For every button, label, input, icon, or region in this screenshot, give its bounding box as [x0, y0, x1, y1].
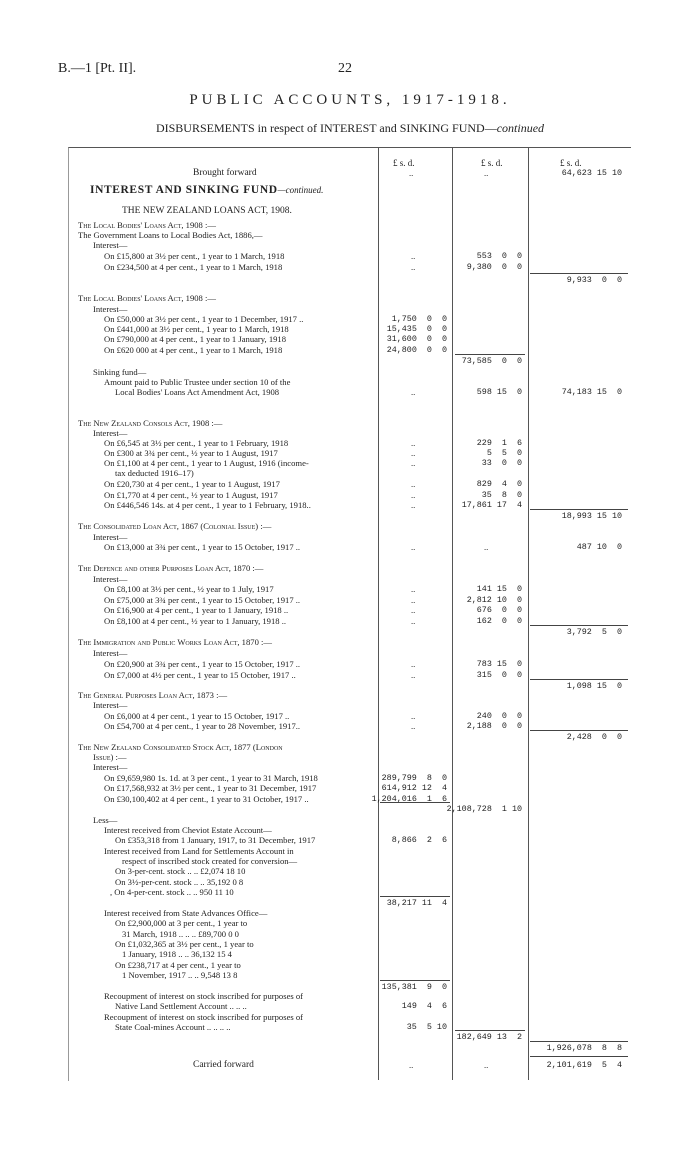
subtotal-rule: [530, 625, 628, 626]
page-subtitle: [0, 121, 700, 136]
carried-forward-label: Carried forward: [193, 1060, 254, 1070]
act-heading: The Consolidated Loan Act, 1867 (Colonial Issue) :—: [78, 521, 272, 531]
line-item-text: Local Bodies' Loans Act Amendment Act, 1908: [115, 387, 280, 397]
subtotal-rule: [455, 1030, 525, 1031]
amount-column-1: 15,435 0 0: [386, 324, 447, 334]
line-item-text: respect of inscribed stock created for conversion—: [122, 856, 298, 866]
line-item-text: Interest received from Cheviot Estate Account—: [104, 825, 272, 835]
act-title: THE NEW ZEALAND LOANS ACT, 1908.: [122, 206, 292, 216]
page-number: 22: [338, 61, 352, 76]
amount-column-2: 17,861 17 4: [461, 500, 522, 510]
line-item-text: On £620 000 at 4 per cent., 1 year to 1 March, 1918: [104, 345, 283, 355]
line-item-text: On £50,000 at 3½ per cent., 1 year to 1 December, 1917 ..: [104, 314, 304, 324]
amount-column-3: 3,792 5 0: [566, 627, 622, 637]
carried-forward-rule: [530, 1056, 628, 1057]
line-item-text: On £2,900,000 at 3 per cent., 1 year to: [115, 918, 248, 928]
amount-column-2: 2,812 10 0: [466, 595, 522, 605]
line-item-text: On £75,000 at 3¾ per cent., 1 year to 15 October, 1917 ..: [104, 595, 301, 605]
act-heading: The General Purposes Loan Act, 1873 :—: [78, 690, 228, 700]
line-item-text: Native Land Settlement Account .. .. ..: [115, 1001, 247, 1011]
line-item-text: , On 4-per-cent. stock .. .. 950 11 10: [110, 887, 234, 897]
amount-column-2: 9,380 0 0: [466, 262, 522, 272]
amount-column-2: 315 0 0: [476, 670, 522, 680]
leader-dots-column-1: ..: [411, 448, 416, 458]
leader-dots-column-1: ..: [411, 438, 416, 448]
line-item-text: On £446,546 14s. at 4 per cent., 1 year to 1 February, 1918..: [104, 500, 311, 510]
brought-forward-dots-2: ..: [484, 168, 489, 178]
act-heading: Issue) :—: [93, 752, 127, 762]
leader-dots-column-2: ..: [484, 542, 489, 552]
line-item-text: On 3½-per-cent. stock .. .. 35,192 0 8: [115, 877, 244, 887]
leader-dots-column-1: ..: [411, 458, 416, 468]
amount-column-3: 18,993 15 10: [561, 511, 622, 521]
leader-dots-column-1: ..: [411, 251, 416, 261]
amount-column-2: 141 15 0: [476, 584, 522, 594]
amount-column-3: 1,926,078 8 8: [546, 1043, 622, 1053]
line-item-text: Interest received from State Advances Office—: [104, 908, 268, 918]
amount-column-1: 38,217 11 4: [386, 898, 447, 908]
leader-dots-column-1: ..: [411, 479, 416, 489]
amount-column-3: 2,428 0 0: [566, 732, 622, 742]
line-item-text: On £7,000 at 4½ per cent., 1 year to 15 October, 1917 ..: [104, 670, 296, 680]
leader-dots-column-1: ..: [411, 542, 416, 552]
amount-column-1: 8,866 2 6: [391, 835, 447, 845]
line-item-text: Amount paid to Public Trustee under section 10 of the: [104, 377, 291, 387]
line-item-text: On £441,000 at 3½ per cent., 1 year to 1 March, 1918: [104, 324, 289, 334]
leader-dots-column-1: ..: [411, 605, 416, 615]
subtotal-rule: [530, 509, 628, 510]
amount-column-3: 487 10 0: [576, 542, 622, 552]
amount-column-2: 229 1 6: [476, 438, 522, 448]
line-item-text: On £238,717 at 4 per cent., 1 year to: [115, 960, 241, 970]
section-title: [90, 185, 323, 195]
line-item-text: On £234,500 at 4 per cent., 1 year to 1 March, 1918: [104, 262, 283, 272]
act-heading: The Local Bodies' Loans Act, 1908 :—: [78, 220, 216, 230]
carried-forward-total: 2,101,619 5 4: [546, 1060, 622, 1070]
line-item-text: On £20,900 at 3¾ per cent., 1 year to 15 October, 1917 ..: [104, 659, 301, 669]
amount-column-1: 135,381 9 0: [381, 982, 447, 992]
amount-column-2: 2,108,728 1 10: [446, 804, 522, 814]
line-item-text: Interest—: [93, 762, 128, 772]
amount-column-2: 553 0 0: [476, 251, 522, 261]
amount-column-2: 33 0 0: [481, 458, 522, 468]
subtotal-rule: [530, 1041, 628, 1042]
amount-column-2: 2,188 0 0: [466, 721, 522, 731]
amount-column-2: 829 4 0: [476, 479, 522, 489]
column-divider-3: [528, 147, 529, 1080]
line-item-text: On £9,659,980 1s. 1d. at 3 per cent., 1 year to 31 March, 1918: [104, 773, 318, 783]
leader-dots-column-1: ..: [411, 500, 416, 510]
leader-dots-column-1: ..: [411, 721, 416, 731]
line-item-text: Interest—: [93, 240, 128, 250]
line-item-text: Interest—: [93, 648, 128, 658]
document-reference: B.—1 [Pt. II].: [58, 61, 137, 76]
line-item-text: On £20,730 at 4 per cent., 1 year to 1 August, 1917: [104, 479, 280, 489]
amount-column-1: 31,600 0 0: [386, 334, 447, 344]
leader-dots-column-1: ..: [411, 616, 416, 626]
carried-forward-dots-2: ..: [484, 1060, 489, 1070]
line-item-text: 1 January, 1918 .. .. 36,132 15 4: [122, 949, 232, 959]
amount-column-1: 1,204,016 1 6: [371, 794, 447, 804]
line-item-text: The Government Loans to Local Bodies Act, 1886,—: [78, 230, 263, 240]
leader-dots-column-1: ..: [411, 659, 416, 669]
subtotal-rule: [530, 730, 628, 731]
subtotal-rule: [455, 354, 525, 355]
line-item-text: On £8,100 at 3½ per cent., ½ year to 1 July, 1917: [104, 584, 274, 594]
amount-column-1: 35 5 10: [406, 1022, 447, 1032]
line-item-text: On £8,100 at 4 per cent., ½ year to 1 January, 1918 ..: [104, 616, 287, 626]
column-header-2: £ s. d.: [481, 158, 503, 168]
subtotal-rule: [380, 896, 450, 897]
line-item-text: 31 March, 1918 .. .. .. £89,700 0 0: [122, 929, 239, 939]
amount-column-2: 5 5 0: [486, 448, 522, 458]
line-item-text: On £353,318 from 1 January, 1917, to 31 December, 1917: [115, 835, 316, 845]
page-title: PUBLIC ACCOUNTS, 1917-1918.: [189, 92, 511, 108]
line-item-text: On £1,770 at 4 per cent., ½ year to 1 August, 1917: [104, 490, 278, 500]
brought-forward-total: 64,623 15 10: [561, 168, 622, 178]
line-item-text: Recoupment of interest on stock inscribed for purposes of: [104, 1012, 304, 1022]
line-item-text: Interest received from Land for Settlements Account in: [104, 846, 294, 856]
amount-column-3: 9,933 0 0: [566, 275, 622, 285]
amount-column-2: 676 0 0: [476, 605, 522, 615]
amount-column-1: 1,750 0 0: [391, 314, 447, 324]
leader-dots-column-1: ..: [411, 262, 416, 272]
column-header-1: £ s. d.: [393, 158, 415, 168]
line-item-text: Recoupment of interest on stock inscribed for purposes of: [104, 991, 304, 1001]
leader-dots-column-1: ..: [411, 584, 416, 594]
line-item-text: On 3-per-cent. stock .. .. £2,074 18 10: [115, 866, 246, 876]
subtitle-continued: continued: [496, 121, 545, 135]
amount-column-1: 24,800 0 0: [386, 345, 447, 355]
line-item-text: On £17,568,932 at 3½ per cent., 1 year to 31 December, 1917: [104, 783, 317, 793]
subtotal-rule: [380, 802, 450, 803]
subtotal-rule: [530, 273, 628, 274]
subtitle-main: DISBURSEMENTS in respect of INTEREST and SINKING FUND—: [155, 121, 497, 135]
amount-column-2: 598 15 0: [476, 387, 522, 397]
line-item-text: On £1,032,365 at 3½ per cent., 1 year to: [115, 939, 254, 949]
line-item-text: Less—: [93, 815, 118, 825]
leader-dots-column-1: ..: [411, 490, 416, 500]
amount-column-3: 1,098 15 0: [566, 681, 622, 691]
act-heading: The New Zealand Consols Act, 1908 :—: [78, 418, 223, 428]
amount-column-2: 240 0 0: [476, 711, 522, 721]
amount-column-2: 182,649 13 2: [456, 1032, 522, 1042]
subtotal-rule: [530, 679, 628, 680]
section-title-continued: —continued.: [277, 185, 324, 195]
line-item-text: Interest—: [93, 428, 128, 438]
brought-forward-dots-1: ..: [409, 168, 414, 178]
amount-column-1: 149 4 6: [401, 1001, 447, 1011]
column-divider-2: [452, 147, 453, 1080]
column-divider-1: [378, 147, 379, 1080]
line-item-text: On £6,545 at 3½ per cent., 1 year to 1 February, 1918: [104, 438, 289, 448]
act-heading: The Immigration and Public Works Loan Act, 1870 :—: [78, 637, 273, 647]
line-item-text: On £30,100,402 at 4 per cent., 1 year to 31 October, 1917 ..: [104, 794, 309, 804]
line-item-text: tax deducted 1916–17): [115, 468, 194, 478]
amount-column-2: 783 15 0: [476, 659, 522, 669]
subtotal-rule: [380, 980, 450, 981]
line-item-text: On £16,900 at 4 per cent., 1 year to 1 January, 1918 ..: [104, 605, 289, 615]
act-heading: The Local Bodies' Loans Act, 1908 :—: [78, 293, 216, 303]
line-item-text: 1 November, 1917 .. .. 9,548 13 8: [122, 970, 238, 980]
amount-column-2: 35 8 0: [481, 490, 522, 500]
leader-dots-column-1: ..: [411, 670, 416, 680]
section-title-main: INTEREST AND SINKING FUND: [90, 184, 278, 196]
line-item-text: Interest—: [93, 304, 128, 314]
column-header-3: £ s. d.: [560, 158, 582, 168]
amount-column-3: 74,183 15 0: [561, 387, 622, 397]
line-item-text: State Coal-mines Account .. .. .. ..: [115, 1022, 231, 1032]
line-item-text: On £13,000 at 3¾ per cent., 1 year to 15 October, 1917 ..: [104, 542, 301, 552]
line-item-text: Interest—: [93, 700, 128, 710]
amount-column-1: 289,799 8 0: [381, 773, 447, 783]
line-item-text: On £15,800 at 3½ per cent., 1 year to 1 March, 1918: [104, 251, 285, 261]
leader-dots-column-1: ..: [411, 595, 416, 605]
amount-column-2: 162 0 0: [476, 616, 522, 626]
line-item-text: On £300 at 3¾ per cent., ½ year to 1 August, 1917: [104, 448, 278, 458]
line-item-text: Sinking fund—: [93, 367, 147, 377]
line-item-text: On £54,700 at 4 per cent., 1 year to 28 November, 1917..: [104, 721, 301, 731]
leader-dots-column-1: ..: [411, 711, 416, 721]
line-item-text: Interest—: [93, 532, 128, 542]
line-item-text: Interest—: [93, 574, 128, 584]
leader-dots-column-1: ..: [411, 387, 416, 397]
brought-forward-label: Brought forward: [193, 168, 257, 178]
carried-forward-dots-1: ..: [409, 1060, 414, 1070]
amount-column-2: 73,585 0 0: [461, 356, 522, 366]
line-item-text: On £6,000 at 4 per cent., 1 year to 15 October, 1917 ..: [104, 711, 290, 721]
line-item-text: On £1,100 at 4 per cent., 1 year to 1 August, 1916 (income-: [104, 458, 309, 468]
line-item-text: On £790,000 at 4 per cent., 1 year to 1 January, 1918: [104, 334, 287, 344]
act-heading: The Defence and other Purposes Loan Act, 1870 :—: [78, 563, 264, 573]
act-heading: The New Zealand Consolidated Stock Act, 1877 (London: [78, 742, 283, 752]
amount-column-1: 614,912 12 4: [381, 783, 447, 793]
